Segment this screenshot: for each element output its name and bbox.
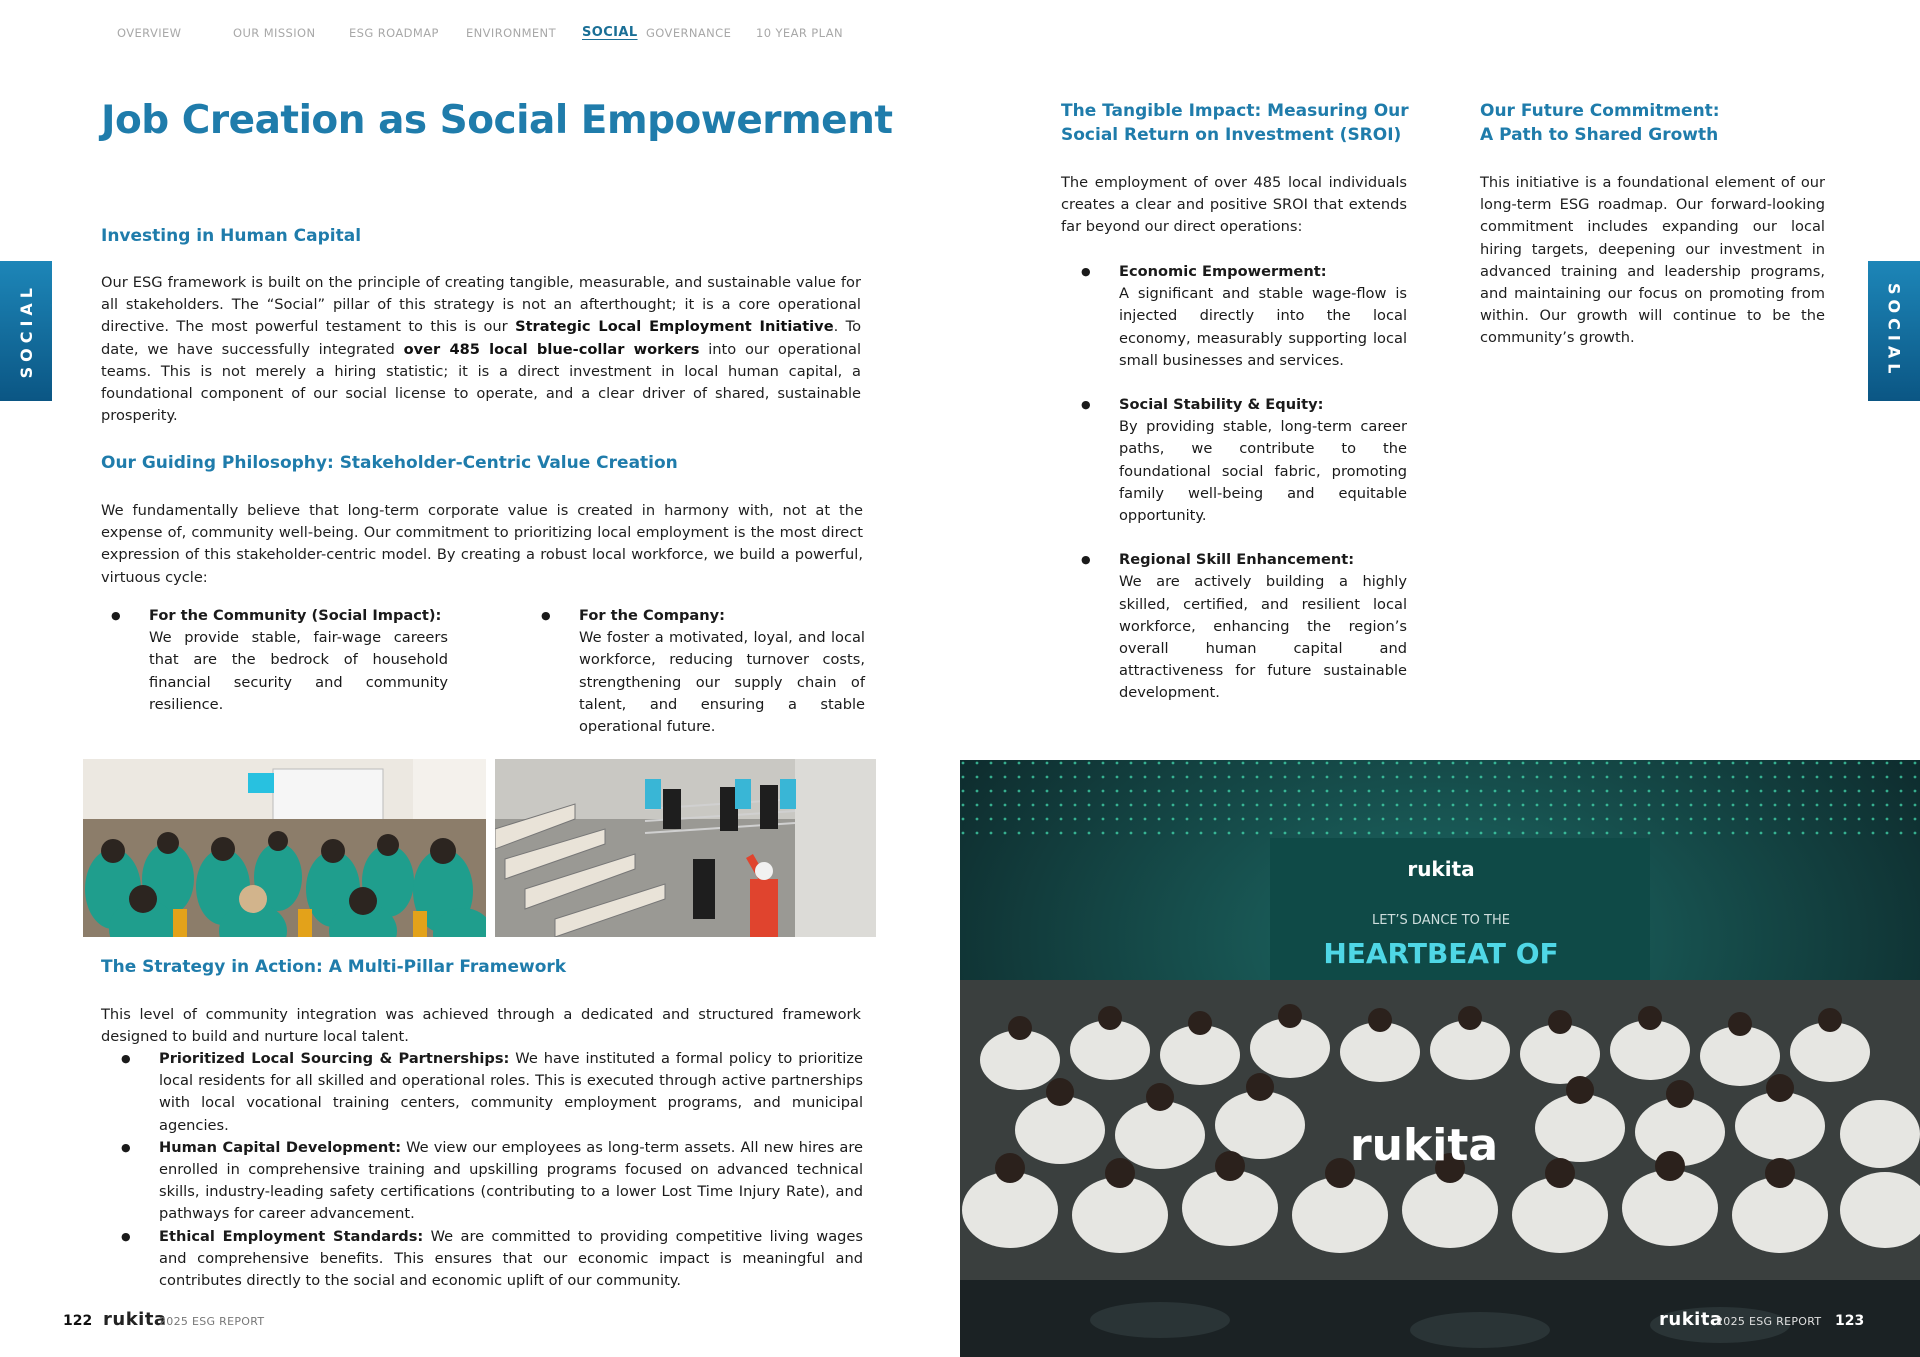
side-tab-right[interactable] bbox=[1868, 261, 1920, 401]
list-item: ● For the Community (Social Impact): We provide stable, fair-wage careers that are the bedrock of household financial security and community resilience. bbox=[91, 605, 448, 716]
side-tab-label: SOCIAL bbox=[1884, 283, 1904, 379]
event-group-photo bbox=[960, 760, 1920, 1357]
list-item: ● For the Company: We foster a motivated, loyal, and local workforce, reducing turnover costs, strengthening our supply chain of talent, and ensuring a stable operational future. bbox=[521, 605, 865, 738]
page-number-left: 122 bbox=[63, 1313, 93, 1329]
community-bullet-list bbox=[91, 605, 448, 738]
nav-overview[interactable]: OVERVIEW bbox=[117, 26, 182, 40]
screen-logo: rukita bbox=[1407, 857, 1475, 881]
page-number-right: 123 bbox=[1835, 1313, 1865, 1329]
list-item: ● Prioritized Local Sourcing & Partnerships: We have instituted a formal policy to prioritize local residents for all skilled and operational roles. This is executed through active partnerships with local vocational training centers, community employment programs, and municipal agencies. bbox=[101, 1048, 863, 1137]
strategy-bullet-list bbox=[101, 1048, 863, 1292]
future-commitment-paragraph: This initiative is a foundational element of our long-term ESG roadmap. Our forward-looking commitment includes expanding our local hiring targets, deepening our investment in advanced training and leadership programs, and maintaining our focus on promoting from within. Our growth will continue to be the community’s growth. bbox=[1480, 174, 1825, 347]
nav-10-year-plan[interactable]: 10 YEAR PLAN bbox=[756, 26, 843, 40]
side-tab-label: SOCIAL bbox=[16, 283, 36, 379]
sroi-heading: The Tangible Impact: Measuring Our Social Return on Investment (SROI) bbox=[1061, 101, 1409, 145]
screen-subtitle: LET’S DANCE TO THE bbox=[1372, 913, 1510, 928]
nav-our-mission[interactable]: OUR MISSION bbox=[233, 26, 316, 40]
guiding-philosophy-paragraph: We fundamentally believe that long-term corporate value is created in harmony with, not at the expense of, community well-being. Our commitment to prioritizing local employment is the most direct expression of this stakeholder-centric model. By creating a robust local workforce, we build a powerful, virtuous cycle: bbox=[101, 502, 863, 586]
sroi-paragraph: The employment of over 485 local individuals creates a clear and positive SROI that extends far beyond our direct operations: bbox=[1061, 174, 1407, 236]
section-heading-strategy: The Strategy in Action: A Multi-Pillar Framework bbox=[101, 957, 567, 977]
nav-social[interactable]: SOCIAL bbox=[582, 25, 638, 40]
brand-logo: rukita bbox=[103, 1309, 167, 1330]
strategy-paragraph: This level of community integration was achieved through a dedicated and structured framework designed to build and nurture local talent. bbox=[101, 1006, 861, 1046]
list-item: ● Economic Empowerment: A significant and stable wage-flow is injected directly into the local economy, measurably supporting local small businesses and services. bbox=[1061, 261, 1407, 372]
list-item: ● Regional Skill Enhancement: We are actively building a highly skilled, certified, and resilient local workforce, enhancing the region’s overall human capital and attractiveness for future sustainable development. bbox=[1061, 549, 1407, 704]
list-item: ● Ethical Employment Standards: We are committed to providing competitive living wages and comprehensive benefits. This ensures that our economic impact is meaningful and contributes directly to the social and economic uplift of our community. bbox=[101, 1226, 863, 1293]
nav-esg-roadmap[interactable]: ESG ROADMAP bbox=[349, 26, 439, 40]
training-classroom-photo bbox=[83, 759, 486, 937]
list-item: ● Social Stability & Equity: By providing stable, long-term career paths, we contribute to the foundational social fabric, promoting family well-being and equitable opportunity. bbox=[1061, 394, 1407, 527]
side-tab-left[interactable] bbox=[0, 261, 52, 401]
report-label: 2025 ESG REPORT bbox=[159, 1315, 265, 1328]
report-label: 2025 ESG REPORT bbox=[1716, 1315, 1822, 1328]
list-item: ● Human Capital Development: We view our employees as long-term assets. All new hires are enrolled in comprehensive training and upskilling programs focused on advanced technical skills, industry-leading safety certifications (contributing to a lower Lost Time Injury Rate), and pathways for career advancement. bbox=[101, 1137, 863, 1226]
future-commitment-heading: Our Future Commitment: A Path to Shared Growth bbox=[1480, 101, 1720, 145]
company-bullet-list bbox=[521, 605, 865, 760]
brand-logo: rukita bbox=[1659, 1309, 1723, 1330]
page-title: Job Creation as Social Empowerment bbox=[101, 98, 893, 143]
staircase-inspection-photo bbox=[495, 759, 876, 937]
sroi-bullet-list bbox=[1061, 261, 1407, 727]
section-heading-guiding-philosophy: Our Guiding Philosophy: Stakeholder-Centric Value Creation bbox=[101, 453, 678, 473]
neon-logo: rukita bbox=[1349, 1120, 1499, 1171]
section-heading-human-capital: Investing in Human Capital bbox=[101, 226, 362, 246]
nav-governance[interactable]: GOVERNANCE bbox=[646, 26, 732, 40]
nav-environment[interactable]: ENVIRONMENT bbox=[466, 26, 556, 40]
screen-headline: HEARTBEAT OF bbox=[1323, 937, 1559, 970]
human-capital-paragraph: Our ESG framework is built on the principle of creating tangible, measurable, and sustainable value for all stakeholders. The “Social” pillar of this strategy is not an afterthought; it is a core operational directive. The most powerful testament to this is our Strategic Local Employment Initiative. To date, we have successfully integrated over 485 local blue-collar workers into our operational teams. This is not merely a hiring statistic; it is a direct investment in local human capital, a foundational component of our social license to operate, and a clear driver of shared, sustainable prosperity. bbox=[101, 274, 862, 425]
